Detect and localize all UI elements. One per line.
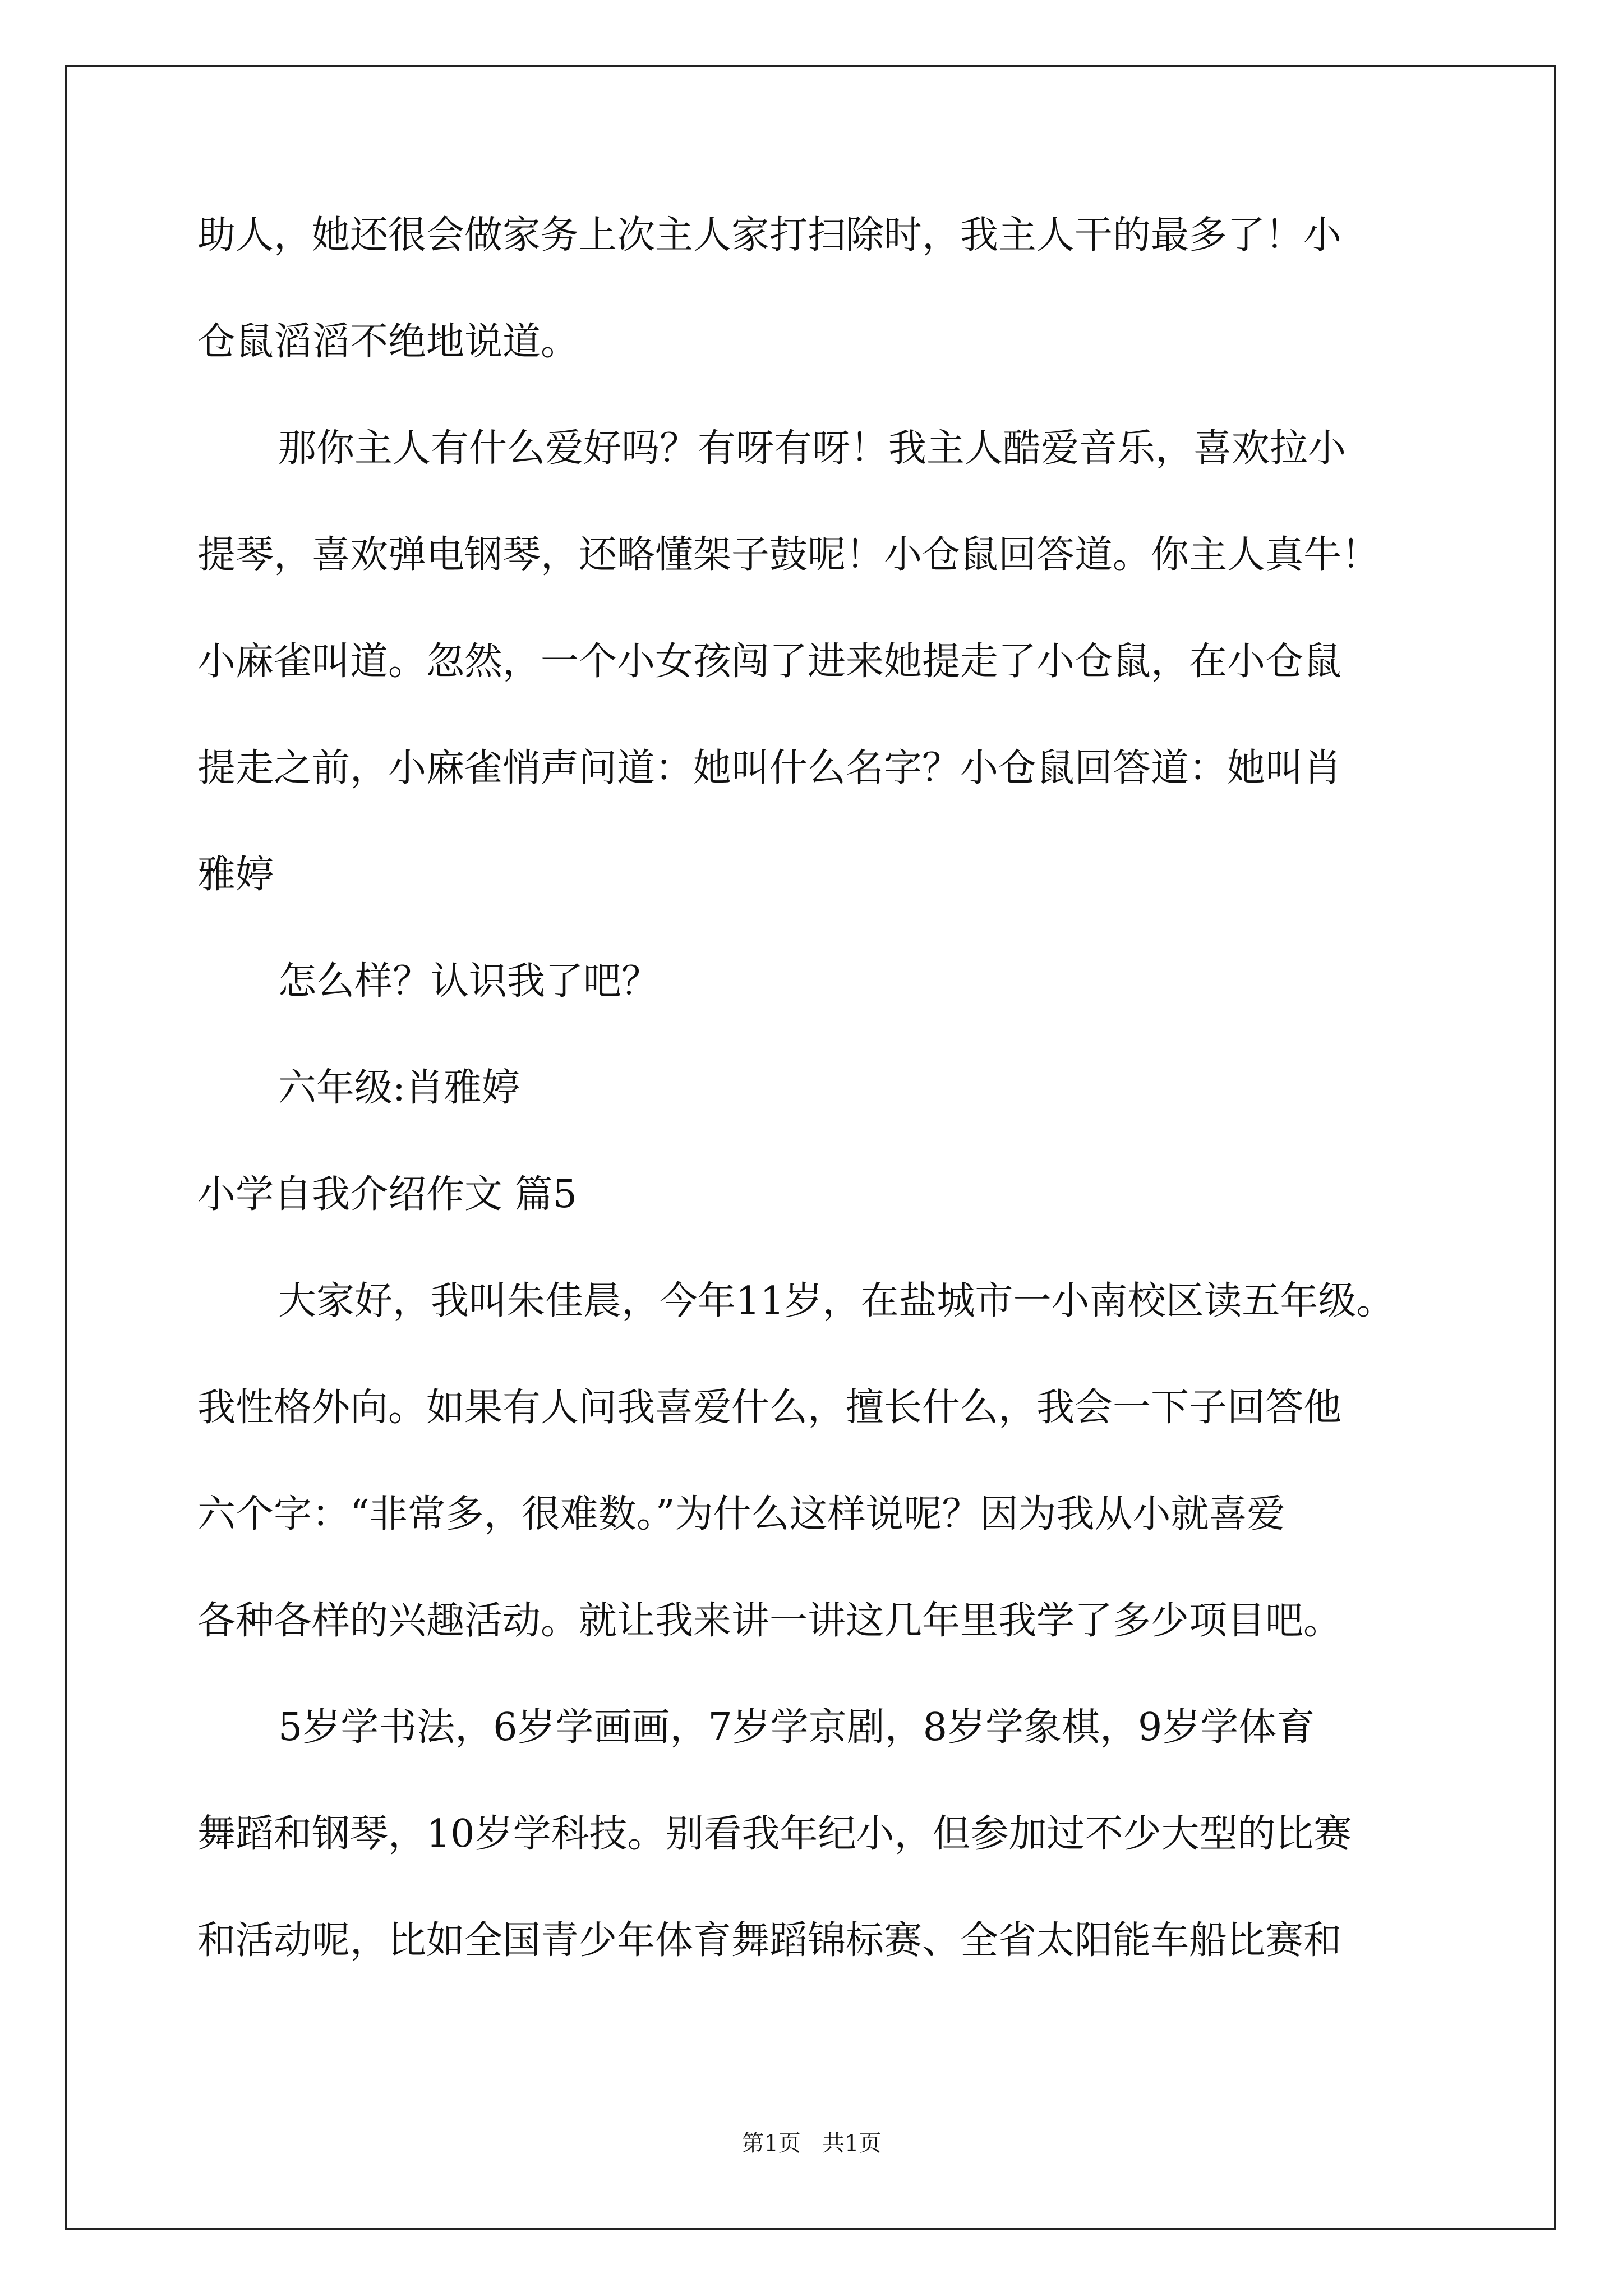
- text-line: 和活动呢，比如全国青少年体育舞蹈锦标赛、全省太阳能车船比赛和: [197, 1918, 1342, 1963]
- text-line: 我性格外向。如果有人问我喜爱什么，擅长什么，我会一下子回答他: [197, 1386, 1342, 1430]
- text-line: 仓鼠滔滔不绝地说道。: [197, 320, 579, 364]
- text-line: 助人，她还很会做家务上次主人家打扫除时，我主人干的最多了！小: [197, 213, 1342, 257]
- section-heading: 小学自我介绍作文 篇5: [197, 1172, 577, 1217]
- paragraph-start-line: 5岁学书法，6岁学画画，7岁学京剧，8岁学象棋，9岁学体育: [278, 1705, 1315, 1750]
- text-line: 提琴，喜欢弹电钢琴，还略懂架子鼓呢！小仓鼠回答道。你主人真牛！: [197, 533, 1380, 577]
- text-line: 雅婷: [197, 853, 274, 897]
- text-line: 提走之前，小麻雀悄声问道：她叫什么名字？小仓鼠回答道：她叫肖: [197, 746, 1342, 790]
- text-line: 各种各样的兴趣活动。就让我来讲一讲这几年里我学了多少项目吧。: [197, 1599, 1342, 1643]
- paragraph-start-line: 怎么样？认识我了吧？: [278, 959, 660, 1004]
- page-footer: 第1页 共1页: [741, 2131, 882, 2156]
- text-line: 舞蹈和钢琴，10岁学科技。别看我年纪小，但参加过不少大型的比赛: [197, 1812, 1352, 1856]
- text-line: 六个字：“非常多，很难数。”为什么这样说呢？因为我从小就喜爱: [197, 1492, 1285, 1536]
- author-line: 六年级:肖雅婷: [278, 1066, 520, 1110]
- page-border: [65, 65, 1556, 2230]
- paragraph-start-line: 那你主人有什么爱好吗？有呀有呀！我主人酷爱音乐，喜欢拉小: [278, 426, 1347, 471]
- text-line: 小麻雀叫道。忽然，一个小女孩闯了进来她提走了小仓鼠，在小仓鼠: [197, 639, 1342, 684]
- paragraph-start-line: 大家好，我叫朱佳晨，今年11岁，在盐城市一小南校区读五年级。: [278, 1279, 1395, 1323]
